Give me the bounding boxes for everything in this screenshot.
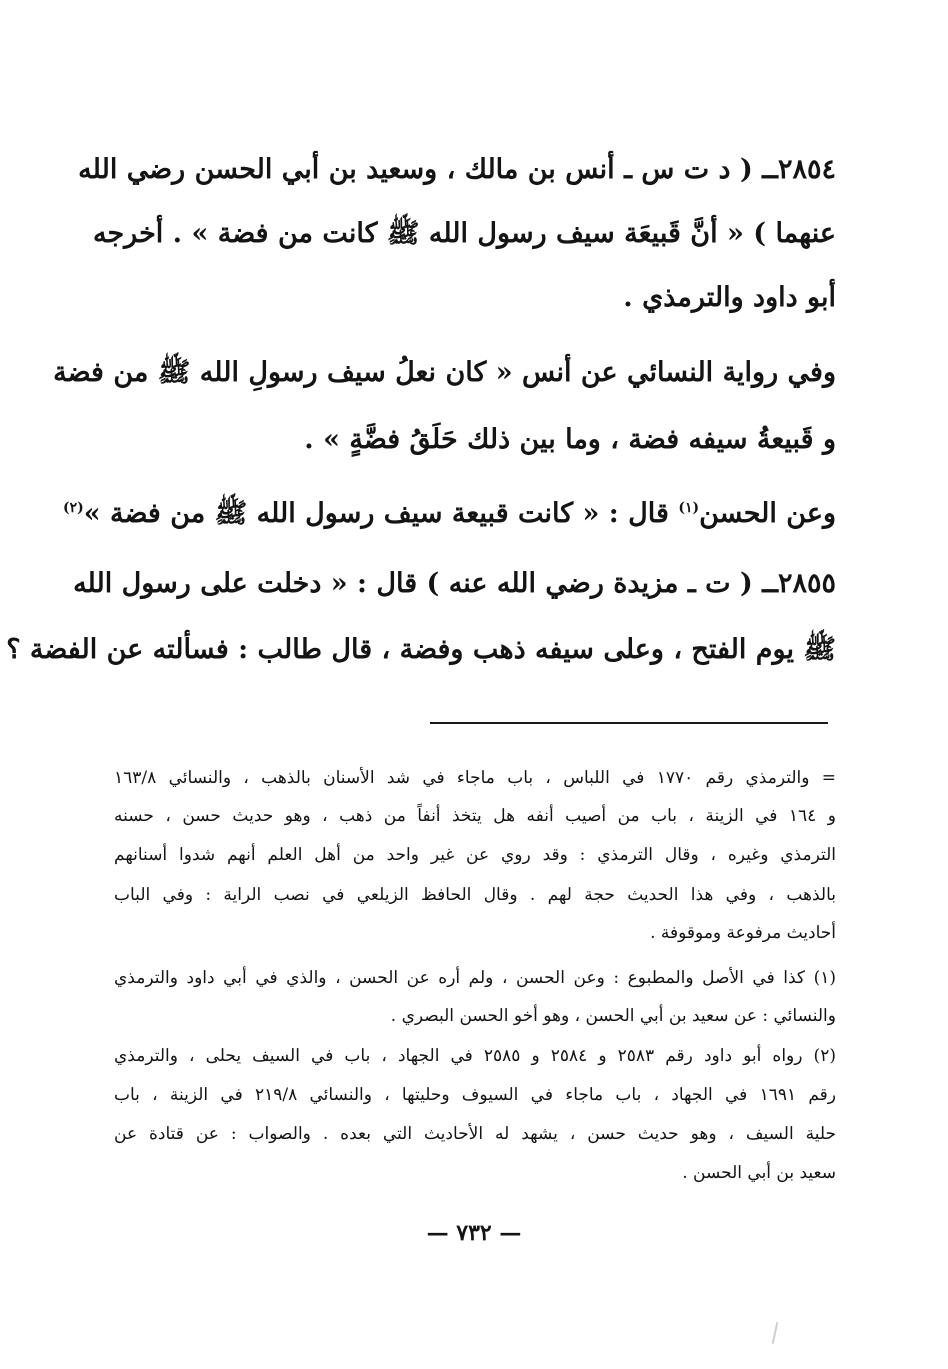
footnote-2-line-3: حلية السيف ، وهو حديث حسن ، يشهد له الأحاديث التي بعده . والصواب : عن قتادة عن [114,1124,836,1144]
hadith-2854-line-2: عنهما ) « أنَّ قَبيعَة سيف رسول الله ﷺ كانت من فضة » . أخرجه [93,218,836,249]
hadith-2854-line-3: أبو داود والترمذي . [623,282,836,313]
hasan-narration-line [62,490,836,530]
footnote-ref-2: (٢) [62,500,84,516]
footnote-2-line-1: (٢) رواه أبو داود رقم ٢٥٨٣ و ٢٥٨٤ و ٢٥٨٥ في الجهاد ، باب في السيف يحلى ، والترمذي [114,1046,836,1066]
footnote-2-line-4: سعيد بن أبي الحسن . [682,1163,836,1183]
hadith-2855-line-2: ﷺ يوم الفتح ، وعلى سيفه ذهب وفضة ، قال طالب : فسألته عن الفضة ؟ [6,634,836,665]
scan-mark [772,1322,779,1344]
footnote-ref-1: (١) [678,500,700,516]
nasai-narration-line-1: وفي رواية النسائي عن أنس « كان نعلُ سيف رسولِ الله ﷺ من فضة [53,357,836,388]
footnote-1-line-2: والنسائي : عن سعيد بن أبي الحسن ، وهو أخو الحسن البصري . [390,1006,836,1026]
footnote-divider [430,722,828,724]
nasai-narration-line-2: و قَبيعةُ سيفه فضة ، وما بين ذلك حَلَقُ فضَّةٍ » . [304,424,836,455]
footnote-continued-line-3: الترمذي وغيره ، وقال الترمذي : وقد روي عن غير واحد من أهل العلم أنهم شدوا أسنانهم [114,845,836,865]
hasan-text-start: وعن الحسن [699,498,836,529]
footnote-continued-line-4: بالذهب ، وفي هذا الحديث حجة لهم . وقال الحافظ الزيلعي في نصب الراية : وفي الباب [114,885,836,905]
footnote-continued-line-1: = والترمذي رقم ١٧٧٠ في اللباس ، باب ماجاء في شد الأسنان بالذهب ، والنسائي ١٦٣/٨ [114,768,836,788]
hadith-2855-line-1: ٢٨٥٥ــ ( ت ـ مزيدة رضي الله عنه ) قال : « دخلت على رسول الله [73,568,836,599]
footnote-continued-line-5: أحاديث مرفوعة وموقوفة . [650,923,836,943]
page-number: — ٧٣٢ — [426,1220,522,1246]
footnote-continued-line-2: و ١٦٤ في الزينة ، باب من أصيب أنفه هل يتخذ أنفاً من ذهب ، وهو حديث حسن ، حسنه [114,806,836,826]
hasan-text-rest: قال : « كانت قبيعة سيف رسول الله ﷺ من فضة » [83,498,679,529]
footnote-2-line-2: رقم ١٦٩١ في الجهاد ، باب ماجاء في السيوف وحليتها ، والنسائي ٢١٩/٨ في الزينة ، باب [114,1085,836,1105]
hadith-2854-line-1: ٢٨٥٤ــ ( د ت س ـ أنس بن مالك ، وسعيد بن أبي الحسن رضي الله [78,154,836,185]
footnote-1-line-1: (١) كذا في الأصل والمطبوع : وعن الحسن ، ولم أره عن الحسن ، والذي في أبي داود والترمذي [114,968,836,988]
